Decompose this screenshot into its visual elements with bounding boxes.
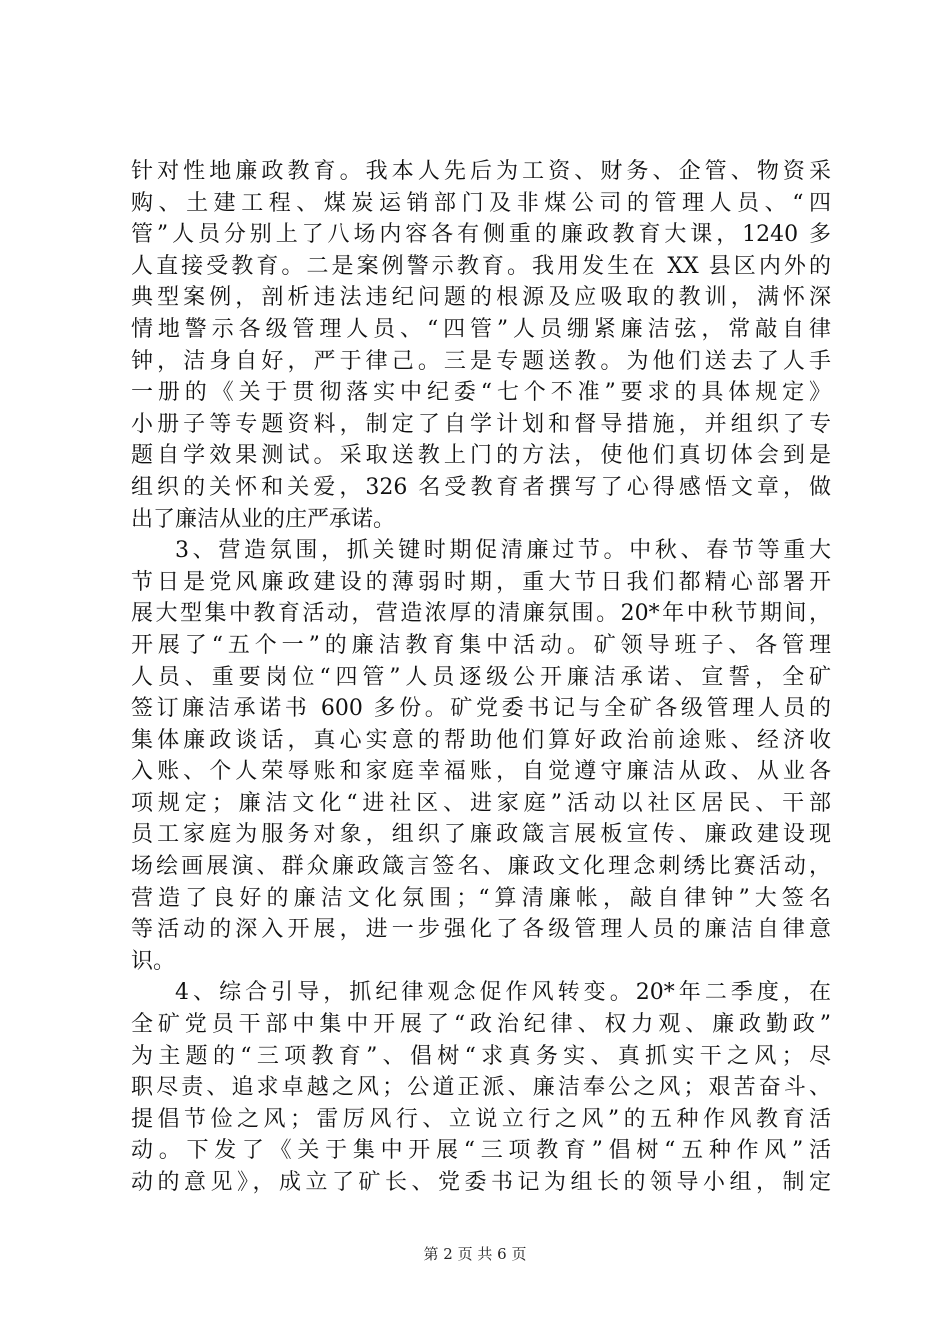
text-line: 项规定；廉洁文化“进社区、进家庭”活动以社区居民、干部 <box>131 790 831 816</box>
text-line: 开展了“五个一”的廉洁教育集中活动。矿领导班子、各管理 <box>131 632 831 658</box>
text-line: 节日是党风廉政建设的薄弱时期，重大节日我们都精心部署开 <box>131 569 831 595</box>
text-line: 签订廉洁承诺书 600 多份。矿党委书记与全矿各级管理人员的 <box>131 696 831 722</box>
text-line: 动。下发了《关于集中开展“三项教育”倡树“五种作风”活 <box>131 1138 831 1164</box>
text-line: 识。 <box>131 948 176 974</box>
text-line: 动的意见》，成立了矿长、党委书记为组长的领导小组，制定 <box>131 1170 831 1195</box>
text-line: 组织的关怀和关爱，326 名受教育者撰写了心得感悟文章，做 <box>131 474 831 500</box>
text-line: 全矿党员干部中集中开展了“政治纪律、权力观、廉政勤政” <box>131 1012 831 1038</box>
text-line: 钟，洁身自好，严于律己。三是专题送教。为他们送去了人手 <box>131 348 831 374</box>
text-line: 典型案例，剖析违法违纪问题的根源及应吸取的教训，满怀深 <box>131 285 831 311</box>
text-line: 等活动的深入开展，进一步强化了各级管理人员的廉洁自律意 <box>131 917 831 943</box>
text-line: 小册子等专题资料，制定了自学计划和督导措施，并组织了专 <box>131 411 831 437</box>
body-text <box>131 156 831 1199</box>
text-line: 管”人员分别上了八场内容各有侧重的廉政教育大课，1240 多 <box>131 222 831 248</box>
text-line: 出了廉洁从业的庄严承诺。 <box>131 506 396 532</box>
text-line: 场绘画展演、群众廉政箴言签名、廉政文化理念刺绣比赛活动， <box>131 854 831 880</box>
text-line: 入账、个人荣辱账和家庭幸福账，自觉遵守廉洁从政、从业各 <box>131 759 831 785</box>
page-number-footer: 第 2 页 共 6 页 <box>423 1245 527 1263</box>
text-line: 4、综合引导，抓纪律观念促作风转变。20*年二季度，在 <box>175 980 831 1006</box>
text-line: 购、土建工程、煤炭运销部门及非煤公司的管理人员、“四 <box>131 190 831 216</box>
text-line: 题自学效果测试。采取送教上门的方法，使他们真切体会到是 <box>131 443 831 469</box>
text-line: 一册的《关于贯彻落实中纪委“七个不准”要求的具体规定》 <box>131 380 831 406</box>
text-line: 3、营造氛围，抓关键时期促清廉过节。中秋、春节等重大 <box>175 538 831 564</box>
text-line: 针对性地廉政教育。我本人先后为工资、财务、企管、物资采 <box>131 159 831 184</box>
text-line: 营造了良好的廉洁文化氛围；“算清廉帐，敲自律钟”大签名 <box>131 885 831 911</box>
text-line: 为主题的“三项教育”、倡树“求真务实、真抓实干之风；尽 <box>131 1043 831 1069</box>
text-line: 人员、重要岗位“四管”人员逐级公开廉洁承诺、宣誓，全矿 <box>131 664 831 690</box>
text-line: 员工家庭为服务对象，组织了廉政箴言展板宣传、廉政建设现 <box>131 822 831 848</box>
text-line: 人直接受教育。二是案例警示教育。我用发生在 XX 县区内外的 <box>131 253 831 279</box>
text-line: 职尽责、追求卓越之风；公道正派、廉洁奉公之风；艰苦奋斗、 <box>131 1075 831 1101</box>
text-line: 展大型集中教育活动，营造浓厚的清廉氛围。20*年中秋节期间， <box>131 601 831 627</box>
text-line: 提倡节俭之风；雷厉风行、立说立行之风”的五种作风教育活 <box>131 1106 831 1132</box>
text-line: 情地警示各级管理人员、“四管”人员绷紧廉洁弦，常敲自律 <box>131 316 831 342</box>
text-line: 集体廉政谈话，真心实意的帮助他们算好政治前途账、经济收 <box>131 727 831 753</box>
